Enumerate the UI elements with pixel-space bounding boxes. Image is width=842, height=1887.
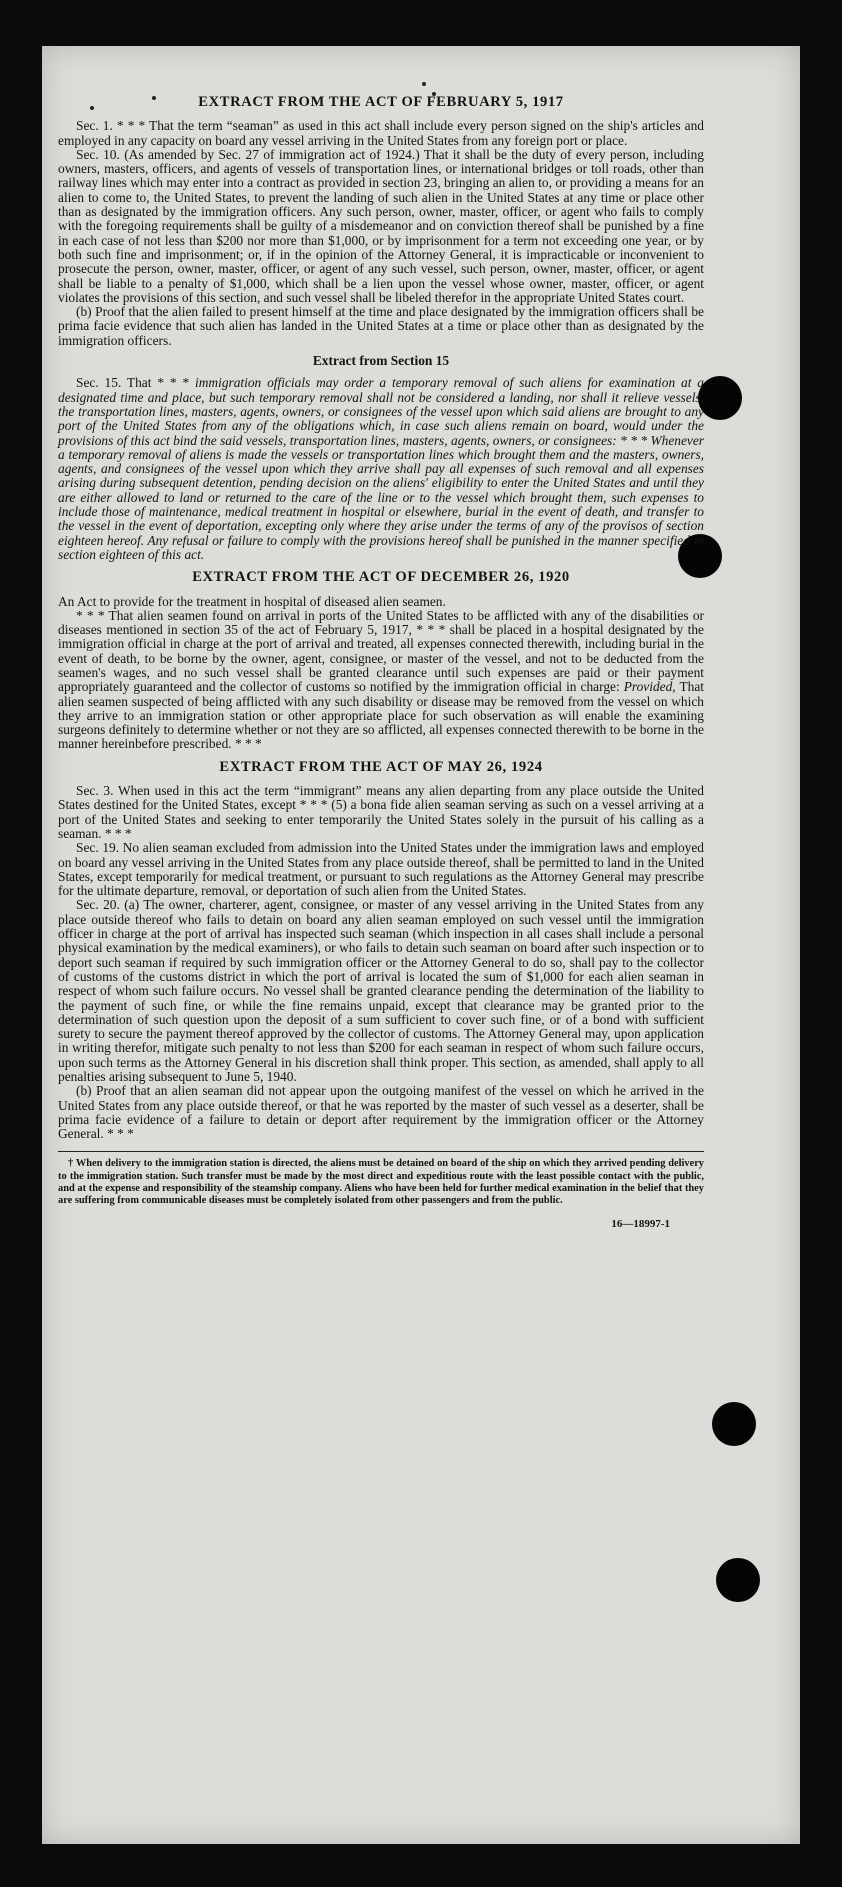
- footnote: [58, 1158, 704, 1207]
- section-1-paragraph: Sec. 1. * * * That the term “seaman” as used in this act shall include every person signed on the ship's articles and employed in any capacity on board any vessel arriving in the United States from any foreign port or place.: [58, 118, 704, 148]
- act-1920-tail: That alien seamen suspected of being afflicted with any such disability or disease may be removed from the vessel on which they arrive to an immigration station or other appropriate place for such observation as will enable the examining surgeons definitely to determine whether or not they are so afflicted, all expenses connected therewith to be borne in the manner hereinbefore prescribed. * * *: [58, 679, 704, 752]
- heading-act-1917: EXTRACT FROM THE ACT OF FEBRUARY 5, 1917: [198, 94, 564, 110]
- heading-act-1920: EXTRACT FROM THE ACT OF DECEMBER 26, 1920: [192, 569, 570, 586]
- heading-act-1924: EXTRACT FROM THE ACT OF MAY 26, 1924: [219, 758, 543, 775]
- act-1920-lead: * * * That alien seamen found on arrival in ports of the United States to be afflicted with any of the disabilities or diseases mentioned in section 35 of the act of February 5, 1917, * * * shall be placed in a hospital designated by the immigration official in charge at the port of arrival and treated, all expenses connected therewith, including burial in the event of death, to be borne by the owner, agent, consignee, or master of the vessel, and not to be deducted from the seamen's wages, and no such vessel shall be granted clearance until such expenses are paid or their payment appropriately guaranteed and the collector of customs so notified by the immigration official in charge:: [58, 607, 704, 695]
- punch-hole: [698, 376, 742, 420]
- document-text: [58, 95, 704, 1232]
- footnote-text: † When delivery to the immigration station is directed, the aliens must be detained on board of the ship on which they arrived pending delivery to the immigration station. Such transfer must be made by the most direct and expeditious route with the least possible contact with the public, and at the expense and responsibility of the steamship company. Aliens who have been held for further medical examination in the belief that they are suffering from communicable diseases must be completely isolated from other passengers and from the public.: [58, 1158, 704, 1207]
- punch-hole: [716, 1558, 760, 1602]
- section-15-body: immigration officials may order a temporary removal of such aliens for examination at a designated time and place, but such temporary removal shall not be considered a landing, nor shall it relieve vessels, the transportation lines, masters, agents, owners, or consignees of the vessel upon which said aliens are brought to any port of the United States from any of the obligations which, in case such aliens remain on board, would under the provisions of this act bind the said vessels, transportation lines, masters, agents, owners, or consignees: * * * Whenever a temporary removal of aliens is made the vessels or transportation lines which brought them and the masters, owners, agents, and consignees of the vessel upon which they arrive shall pay all expenses of such removal and all expenses arising during subsequent detention, pending decision on the aliens' eligibility to enter the United States and until they are either allowed to land or returned to the care of the line or to the vessel which brought them, such expenses to include those of maintenance, medical treatment in hospital or elsewhere, burial in the event of death, and transfer to the vessel in the event of deportation, excepting only where they arise under the terms of any of the provisos of section eighteen hereof. Any refusal or failure to comply with the provisions hereof shall be punished in the manner specified in section eighteen of this act.: [58, 375, 704, 562]
- act-1920-title: An Act to provide for the treatment in hospital of diseased alien seamen.: [58, 593, 446, 609]
- section-20-paragraph: Sec. 20. (a) The owner, charterer, agent, consignee, or master of any vessel arriving in the United States from any place outside thereof who fails to detain on board any alien seaman employed on such vessel until the immigration officer in charge at the port of arrival has inspected such seaman (which inspection in all cases shall include a personal physical examination by the medical examiners), or who fails to detain such seaman on board after such inspection or to deport such seaman if required by such immigration officer or the Attorney General to do so, shall pay to the collector of customs of the customs district in which the port of arrival is located the sum of $1,000 for each alien seaman in respect of whom such failure occurs. No vessel shall be granted clearance pending the determination of the liability to the payment of such fine, or while the fine remains unpaid, except that clearance may be granted prior to the determination of such question upon the deposit of a sum sufficient to cover such fine, or of a bond with sufficient surety to secure the payment thereof approved by the collector of customs. The Attorney General may, upon application in writing therefor, mitigate such penalty to not less than $200 for each seaman in respect of whom such failure occurs, upon such terms as the Attorney General in his discretion shall think proper. This section, as amended, shall apply to all penalties arising subsequent to June 5, 1940.: [58, 897, 704, 1084]
- section-15-paragraph: [58, 376, 704, 562]
- section-10-paragraph: Sec. 10. (As amended by Sec. 27 of immigration act of 1924.) That it shall be the duty of every person, including owners, masters, officers, and agents of vessels of transportation lines, or international bridges or toll roads, other than railway lines which may enter into a contract as provided in section 23, bringing an alien to, or providing a means for an alien to come to, the United States, to prevent the landing of such alien in the United States at any time or place other than as designated by the immigration officers. Any such person, owner, master, officer, or agent who fails to comply with the foregoing requirements shall be guilty of a misdemeanor and on conviction thereof shall be punished by a fine in each case of not less than $200 nor more than $1,000, or by imprisonment for a term not exceeding one year, or by both such fine and imprisonment; or, if in the opinion of the Attorney General, it is impracticable or inconvenient to prosecute the person, owner, master, officer, or agent of any such vessel, such person, owner, master, officer, or agent shall be liable to a penalty of $1,000, which shall be a lien upon the vessel whose owner, master, officer, or agent violates the provisions of this section, and such vessel shall be libeled therefor in the appropriate United States court.: [58, 146, 704, 305]
- section-3-paragraph: Sec. 3. When used in this act the term “immigrant” means any alien departing from any place outside the United States destined for the United States, except * * * (5) a bona fide alien seaman serving as such on a vessel arriving at a port of the United States and seeking to enter temporarily the United States solely in the pursuit of his calling as a seaman. * * *: [58, 783, 704, 841]
- section-10b-paragraph: (b) Proof that the alien failed to present himself at the time and place designated by the immigration officers shall be prima facie evidence that such alien has landed in the United States at a time or place other than as designated by the immigration officers.: [58, 304, 704, 348]
- subheading-section-15: Extract from Section 15: [312, 353, 450, 369]
- form-code: 16—18997-1: [611, 1218, 670, 1231]
- section-19-paragraph: Sec. 19. No alien seaman excluded from admission into the United States under the immigration laws and employed on board any vessel arriving in the United States from any place outside thereof, shall be permitted to land in the United States, except temporarily for medical treatment, or pursuant to such regulations as the Attorney General may prescribe for the ultimate departure, removal, or deportation of such alien from the United States.: [58, 840, 704, 899]
- act-1920-provided: Provided,: [623, 679, 676, 695]
- punch-hole: [712, 1402, 756, 1446]
- section-15-lead: Sec. 15. That * * *: [76, 375, 196, 391]
- section-20b-paragraph: (b) Proof that an alien seaman did not appear upon the outgoing manifest of the vessel on which he arrived in the United States from any place outside thereof, or that he was reported by the master of such vessel as a deserter, shall be prima facie evidence of a failure to detain or deport after requirement by the immigration officer or the Attorney General. * * *: [58, 1083, 704, 1142]
- act-1920-paragraph: [58, 609, 704, 752]
- footnote-divider: [58, 1151, 704, 1152]
- dust-speck: [422, 82, 426, 86]
